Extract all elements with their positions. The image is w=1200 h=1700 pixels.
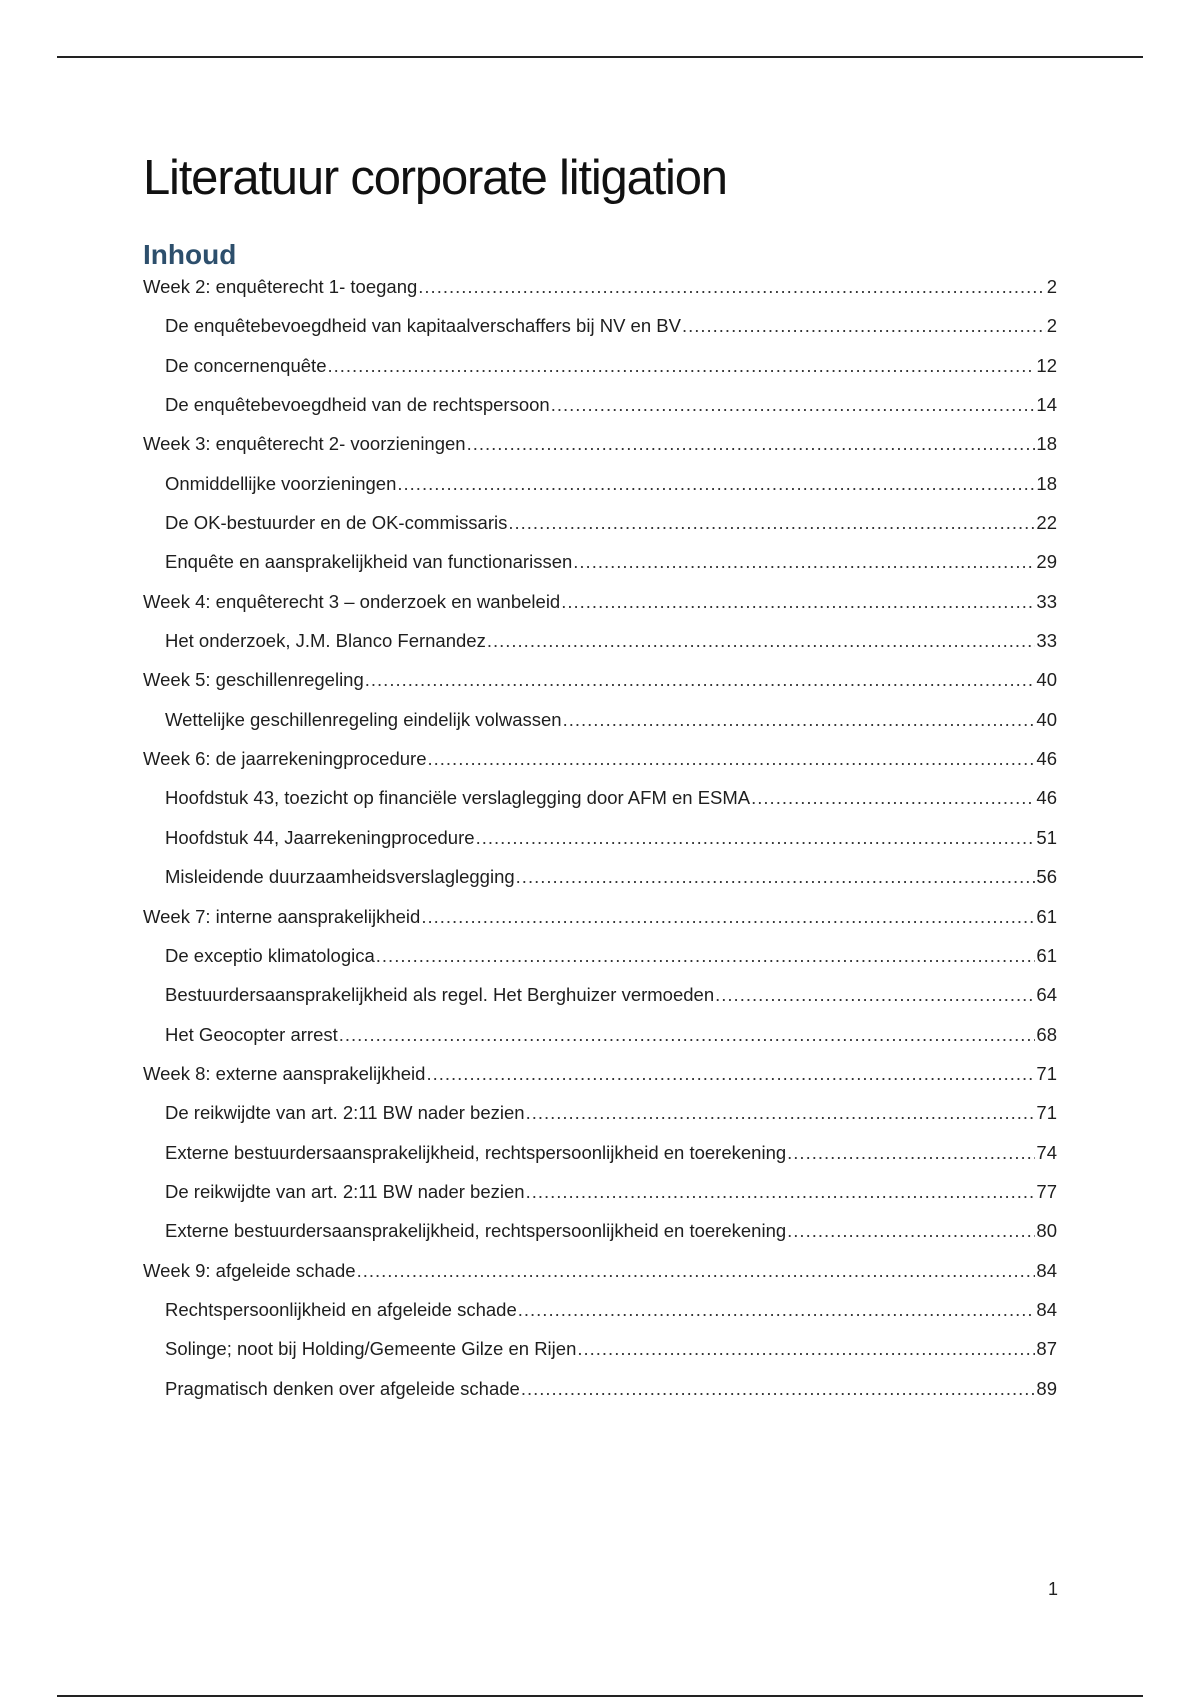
toc-entry-week-7[interactable] — [143, 906, 1057, 945]
toc-page-number: 77 — [1036, 1180, 1057, 1202]
document-title: Literatuur corporate litigation — [143, 151, 727, 205]
toc-page-number: 61 — [1036, 944, 1057, 966]
toc-entry[interactable] — [143, 355, 1057, 394]
toc-entry-text: Week 3: enquêterecht 2- voorzieningen — [143, 433, 466, 455]
toc-page-number: 2 — [1046, 315, 1057, 337]
toc-page-number: 80 — [1036, 1220, 1057, 1242]
toc-page-number: 71 — [1036, 1062, 1057, 1084]
toc-entry-text: Het Geocopter arrest — [165, 1023, 338, 1045]
toc-leader — [526, 1102, 1036, 1124]
table-of-contents — [143, 276, 1057, 1417]
toc-leader — [487, 630, 1036, 652]
toc-entry-text: Onmiddellijke voorzieningen — [165, 472, 397, 494]
toc-entry-text: Bestuurdersaansprakelijkheid als regel. Het Berghuizer vermoeden — [165, 984, 715, 1006]
toc-entry[interactable] — [143, 1338, 1057, 1377]
toc-entry-text: Misleidende duurzaamheidsverslaglegging — [165, 866, 515, 888]
toc-page-number: 33 — [1036, 590, 1057, 612]
toc-page-number: 56 — [1036, 866, 1057, 888]
toc-page-number: 68 — [1036, 1023, 1057, 1045]
toc-entry-text: Het onderzoek, J.M. Blanco Fernandez — [165, 630, 486, 652]
toc-entry[interactable] — [143, 473, 1057, 512]
toc-leader — [521, 1378, 1036, 1400]
toc-leader — [476, 827, 1036, 849]
toc-entry[interactable] — [143, 827, 1057, 866]
toc-entry-text: Hoofdstuk 44, Jaarrekeningprocedure — [165, 826, 475, 848]
toc-entry-text: Pragmatisch denken over afgeleide schade — [165, 1377, 520, 1399]
toc-page-number: 84 — [1036, 1259, 1057, 1281]
toc-page-number: 87 — [1036, 1338, 1057, 1360]
page-number: 1 — [1047, 1579, 1058, 1599]
toc-page-number: 12 — [1036, 354, 1057, 376]
toc-page-number: 2 — [1046, 276, 1057, 297]
toc-entry[interactable] — [143, 1378, 1057, 1417]
toc-entry-text: De exceptio klimatologica — [165, 944, 375, 966]
toc-entry[interactable] — [143, 787, 1057, 826]
toc-leader — [426, 1063, 1035, 1085]
toc-entry[interactable] — [143, 551, 1057, 590]
toc-entry-text: Week 9: afgeleide schade — [143, 1259, 356, 1281]
toc-leader — [376, 945, 1036, 967]
toc-leader — [418, 276, 1045, 298]
toc-entry[interactable] — [143, 1142, 1057, 1181]
toc-entry-text: Week 6: de jaarrekeningprocedure — [143, 748, 427, 770]
toc-leader — [551, 394, 1036, 416]
toc-entry-text: Solinge; noot bij Holding/Gemeente Gilze en Rijen — [165, 1338, 577, 1360]
toc-entry[interactable] — [143, 709, 1057, 748]
toc-entry-week-2[interactable] — [143, 276, 1057, 315]
toc-page-number: 46 — [1036, 787, 1057, 809]
toc-entry-text: De enquêtebevoegdheid van kapitaalverschaffers bij NV en BV — [165, 315, 681, 337]
toc-entry-week-3[interactable] — [143, 433, 1057, 472]
toc-leader — [365, 669, 1036, 691]
toc-entry-text: Week 7: interne aansprakelijkheid — [143, 905, 421, 927]
toc-leader — [715, 984, 1035, 1006]
toc-page-number: 40 — [1036, 708, 1057, 730]
toc-leader — [787, 1220, 1035, 1242]
toc-entry[interactable] — [143, 945, 1057, 984]
toc-page-number: 64 — [1036, 984, 1057, 1006]
toc-entry-text: De reikwijdte van art. 2:11 BW nader bezien — [165, 1102, 525, 1124]
toc-entry-week-4[interactable] — [143, 591, 1057, 630]
toc-page-number: 61 — [1036, 905, 1057, 927]
toc-page-number: 71 — [1036, 1102, 1057, 1124]
toc-leader — [421, 906, 1035, 928]
toc-entry-text: Week 4: enquêterecht 3 – onderzoek en wanbeleid — [143, 590, 561, 612]
toc-page-number: 74 — [1036, 1141, 1057, 1163]
toc-leader — [428, 748, 1036, 770]
toc-leader — [751, 787, 1035, 809]
toc-entry-week-6[interactable] — [143, 748, 1057, 787]
toc-entry[interactable] — [143, 1102, 1057, 1141]
toc-entry-week-8[interactable] — [143, 1063, 1057, 1102]
toc-entry[interactable] — [143, 1220, 1057, 1259]
toc-entry[interactable] — [143, 394, 1057, 433]
toc-entry-text: Enquête en aansprakelijkheid van functionarissen — [165, 551, 573, 573]
toc-entry[interactable] — [143, 1024, 1057, 1063]
toc-entry-text: Externe bestuurdersaansprakelijkheid, rechtspersoonlijkheid en toerekening — [165, 1141, 787, 1163]
toc-entry-text: De OK-bestuurder en de OK-commissaris — [165, 512, 508, 534]
toc-page-number: 51 — [1036, 826, 1057, 848]
toc-entry[interactable] — [143, 1181, 1057, 1220]
toc-page-number: 22 — [1036, 512, 1057, 534]
toc-entry[interactable] — [143, 630, 1057, 669]
toc-leader — [682, 315, 1046, 337]
toc-entry-text: Hoofdstuk 43, toezicht op financiële verslaglegging door AFM en ESMA — [165, 787, 751, 809]
toc-leader — [327, 355, 1035, 377]
toc-page-number: 33 — [1036, 630, 1057, 652]
toc-entry[interactable] — [143, 866, 1057, 905]
toc-entry-text: De reikwijdte van art. 2:11 BW nader bezien — [165, 1180, 525, 1202]
toc-leader — [518, 1299, 1036, 1321]
toc-page-number: 14 — [1036, 394, 1057, 416]
toc-leader — [516, 866, 1036, 888]
toc-heading: Inhoud — [143, 239, 237, 270]
toc-leader — [573, 551, 1035, 573]
toc-entry-text: De concernenquête — [165, 354, 327, 376]
toc-page-number: 84 — [1036, 1298, 1057, 1320]
toc-entry-text: Wettelijke geschillenregeling eindelijk volwassen — [165, 708, 562, 730]
toc-page-number: 46 — [1036, 748, 1057, 770]
toc-page-number: 18 — [1036, 472, 1057, 494]
toc-page-number: 29 — [1036, 551, 1057, 573]
toc-entry[interactable] — [143, 984, 1057, 1023]
toc-leader — [397, 473, 1035, 495]
header-rule — [57, 56, 1143, 58]
toc-entry-text: Externe bestuurdersaansprakelijkheid, rechtspersoonlijkheid en toerekening — [165, 1220, 787, 1242]
toc-entry-week-5[interactable] — [143, 669, 1057, 708]
footer-rule — [57, 1695, 1143, 1697]
toc-page-number: 40 — [1036, 669, 1057, 691]
toc-page-number: 89 — [1036, 1377, 1057, 1399]
toc-page-number: 18 — [1036, 433, 1057, 455]
toc-entry-week-9[interactable] — [143, 1260, 1057, 1299]
toc-leader — [526, 1181, 1036, 1203]
toc-entry[interactable] — [143, 1299, 1057, 1338]
toc-entry[interactable] — [143, 512, 1057, 551]
toc-leader — [561, 591, 1035, 613]
toc-leader — [357, 1260, 1036, 1282]
toc-entry-text: Week 8: externe aansprakelijkheid — [143, 1062, 426, 1084]
toc-entry-text: Rechtspersoonlijkheid en afgeleide schade — [165, 1298, 517, 1320]
toc-entry-text: De enquêtebevoegdheid van de rechtspersoon — [165, 394, 550, 416]
toc-entry[interactable] — [143, 315, 1057, 354]
toc-leader — [563, 709, 1036, 731]
toc-leader — [467, 433, 1036, 455]
toc-leader — [577, 1338, 1035, 1360]
toc-leader — [339, 1024, 1036, 1046]
toc-leader — [787, 1142, 1035, 1164]
toc-entry-text: Week 5: geschillenregeling — [143, 669, 364, 691]
document-page — [143, 146, 1057, 1417]
toc-entry-text: Week 2: enquêterecht 1- toegang — [143, 276, 418, 297]
toc-leader — [508, 512, 1035, 534]
